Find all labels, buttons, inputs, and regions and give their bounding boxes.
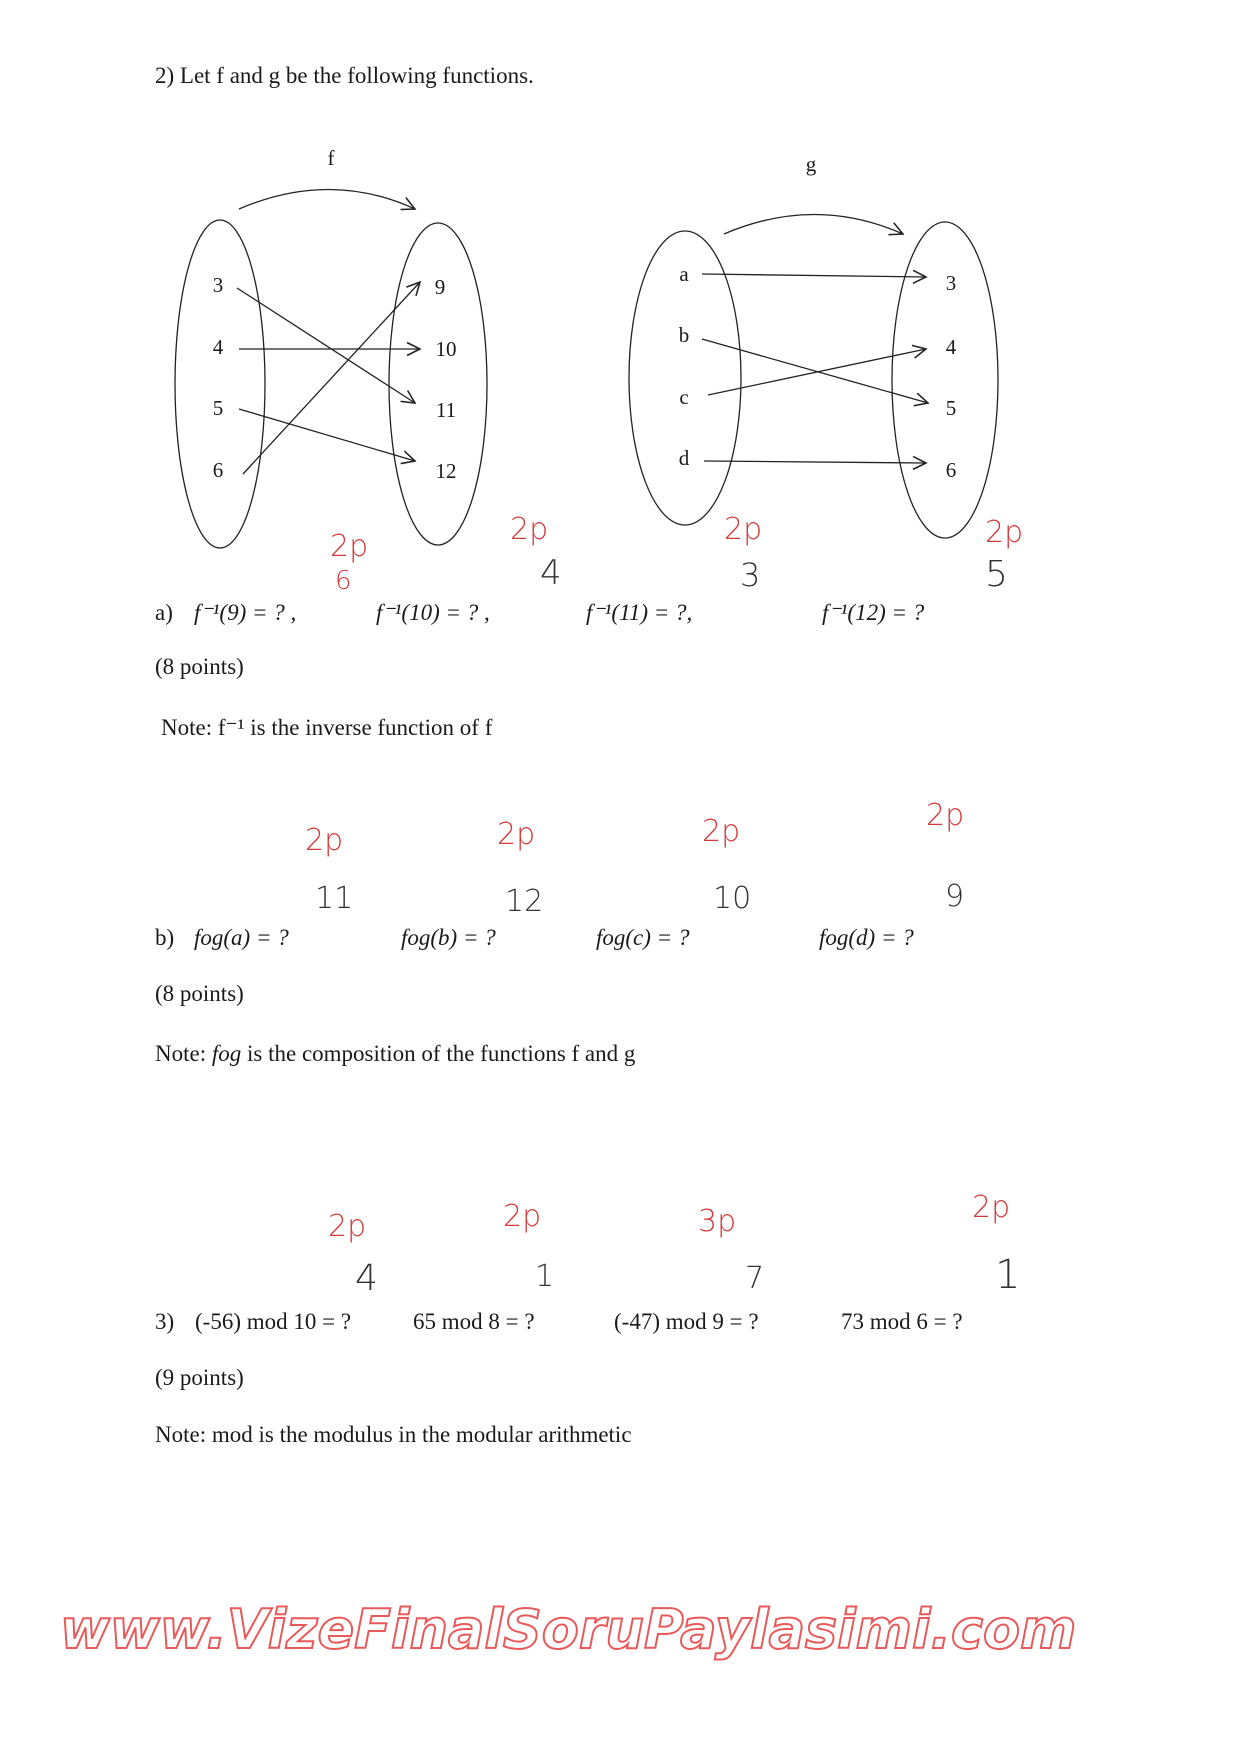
g-domain-d: d <box>678 446 690 470</box>
handwritten-answer: 5 <box>985 554 1008 595</box>
question-2-heading: 2) Let f and g be the following functions. <box>155 63 534 88</box>
handwritten-answer: 4 <box>540 553 562 593</box>
g-codomain-4: 4 <box>945 335 957 359</box>
g-arrow-a-3 <box>702 274 926 277</box>
question-3-label: 3) <box>155 1309 175 1334</box>
f-arrow-5-12 <box>239 409 415 461</box>
g-arrow-d-6 <box>704 461 926 463</box>
f-codomain-11: 11 <box>435 398 457 422</box>
grade-mark: 2p <box>328 1209 367 1244</box>
f-domain-4: 4 <box>212 335 224 359</box>
question-3-item: (-56) mod 10 = ? <box>195 1309 352 1334</box>
part-b-item: fog(d) = ? <box>819 925 914 950</box>
part-b-label: b) <box>155 925 175 950</box>
g-domain-a: a <box>679 262 689 286</box>
f-domain-5: 5 <box>212 396 224 420</box>
handwritten-answer: 1 <box>995 1252 1021 1298</box>
g-codomain-6: 6 <box>945 458 957 482</box>
f-domain-6: 6 <box>212 458 224 482</box>
part-b-item: fog(a) = ? <box>194 925 289 950</box>
part-b-item: fog(c) = ? <box>596 925 690 950</box>
part-a-item: f⁻¹(12) = ? <box>822 600 925 625</box>
g-codomain-5: 5 <box>945 396 957 420</box>
handwritten-answer: 12 <box>505 884 544 919</box>
f-domain-3: 3 <box>212 273 224 297</box>
part-a-item: f⁻¹(10) = ? , <box>376 600 490 625</box>
part-a-item: f⁻¹(11) = ?, <box>586 600 693 625</box>
g-label: g <box>805 152 817 176</box>
grade-mark: 2p <box>330 529 369 564</box>
note-prefix: Note: <box>155 1041 212 1066</box>
g-domain-b: b <box>678 323 690 347</box>
handwritten-answer: 11 <box>315 881 354 916</box>
part-a-note: Note: f⁻¹ is the inverse function of f <box>161 715 493 740</box>
f-label: f <box>327 146 335 170</box>
part-a-label: a) <box>155 600 173 625</box>
question-3-item: 65 mod 8 = ? <box>413 1309 535 1334</box>
question-3-item: 73 mod 6 = ? <box>841 1309 963 1334</box>
grade-mark: 2p <box>305 823 344 858</box>
handwritten-answer: 9 <box>945 879 965 914</box>
part-b-item: fog(b) = ? <box>401 925 496 950</box>
grade-mark: 2p <box>503 1199 542 1234</box>
f-domain-ellipse <box>175 220 265 548</box>
part-b-note <box>155 1041 635 1067</box>
grade-mark: 2p <box>926 798 965 833</box>
f-arc-arrow <box>239 190 415 210</box>
g-arrow-b-5 <box>702 339 928 403</box>
handwritten-answer: 1 <box>535 1259 555 1294</box>
grade-mark: 2p <box>985 515 1024 550</box>
note-rest: is the composition of the functions f and g <box>241 1041 636 1066</box>
f-codomain-9: 9 <box>434 275 446 299</box>
part-b-points: (8 points) <box>155 981 244 1006</box>
g-codomain-3: 3 <box>945 271 957 295</box>
g-arc-arrow <box>724 215 903 235</box>
g-codomain-ellipse <box>892 222 998 538</box>
grade-mark: 2p <box>702 814 741 849</box>
grade-mark: 2p <box>972 1190 1011 1225</box>
question-3-points: (9 points) <box>155 1365 244 1390</box>
grade-mark: 2p <box>724 512 763 547</box>
function-diagrams <box>0 0 1242 600</box>
part-a-item: f⁻¹(9) = ? , <box>194 600 297 625</box>
f-codomain-12: 12 <box>435 459 457 483</box>
part-a-points: (8 points) <box>155 654 244 679</box>
question-3-item: (-47) mod 9 = ? <box>614 1309 759 1334</box>
f-arrow-6-9 <box>243 282 420 474</box>
handwritten-answer: 10 <box>713 881 752 916</box>
f-codomain-ellipse <box>389 223 487 545</box>
grade-mark: 3p <box>698 1204 737 1239</box>
grade-mark: 2p <box>497 817 536 852</box>
f-codomain-10: 10 <box>435 337 457 361</box>
question-3-note: Note: mod is the modulus in the modular arithmetic <box>155 1422 632 1447</box>
grade-mark: 2p <box>510 512 549 547</box>
handwritten-answer: 4 <box>355 1258 378 1299</box>
handwritten-answer: 6 <box>335 566 352 596</box>
handwritten-answer: 3 <box>740 556 761 594</box>
watermark: www.VizeFinalSoruPaylasimi.com <box>60 1598 1077 1661</box>
note-fog: fog <box>211 1041 242 1066</box>
g-domain-c: c <box>679 385 689 409</box>
handwritten-answer: 7 <box>745 1261 765 1296</box>
